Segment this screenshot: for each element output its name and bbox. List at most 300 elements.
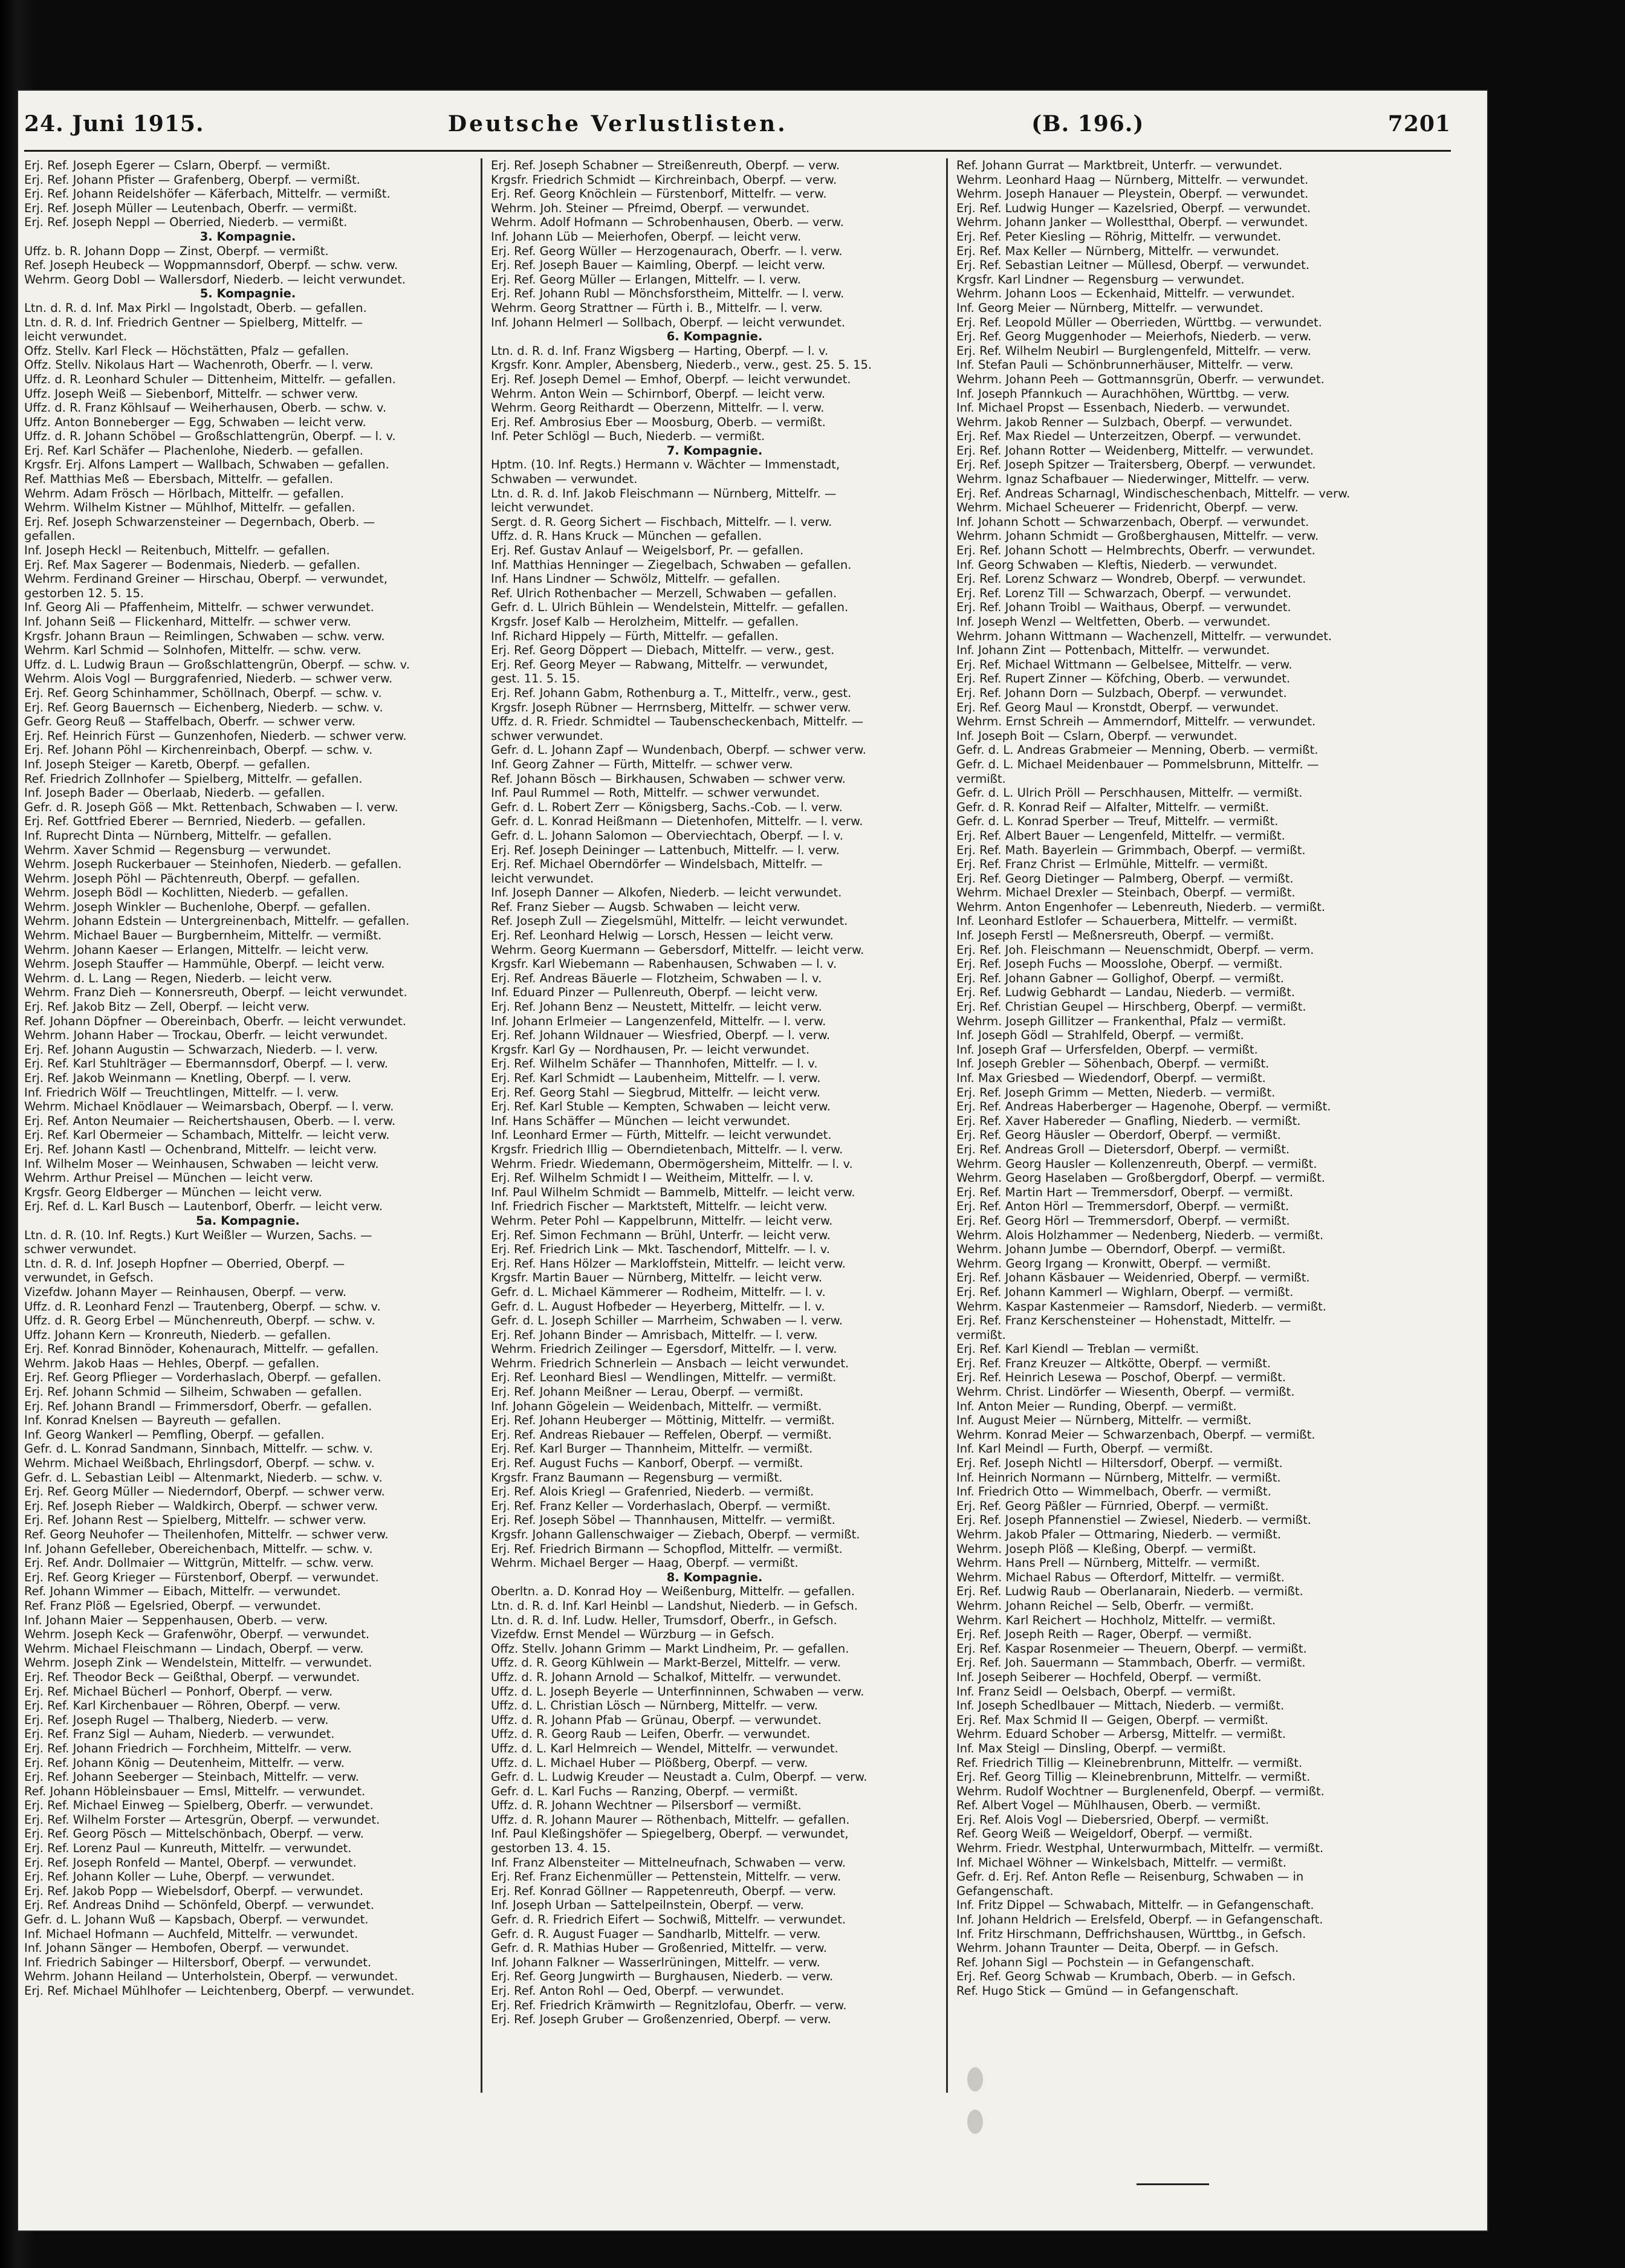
casualty-entry: Wehrm. Georg Strattner — Fürth i. B., Mittelfr. — l. verw. bbox=[491, 300, 823, 315]
casualty-entry: Inf. Joseph Heckl — Reitenbuch, Mittelfr. — gefallen. bbox=[24, 543, 330, 558]
casualty-entry: Krgsfr. Joseph Rübner — Herrnsberg, Mittelfr. — schwer verw. bbox=[491, 700, 851, 714]
casualty-entry: Uffz. Johann Kern — Kronreuth, Niederb. — gefallen. bbox=[24, 1327, 331, 1342]
casualty-entry: Erj. Ref. Karl Schäfer — Plachenlohe, Niederb. — gefallen. bbox=[24, 443, 363, 458]
casualty-entry: Erj. Ref. Lorenz Till — Schwarzach, Oberpf. — verwundet. bbox=[956, 586, 1292, 600]
casualty-entry: Erj. Ref. Joseph Söbel — Thannhausen, Mittelfr. — vermißt. bbox=[491, 1513, 835, 1528]
casualty-entry: Wehrm. Friedr. Wiedemann, Obermögersheim, Mittelfr. — l. v. bbox=[491, 1156, 853, 1171]
casualty-entry: Erj. Ref. Joseph Nichtl — Hiltersdorf, Oberpf. — vermißt. bbox=[956, 1456, 1283, 1471]
casualty-entry: Erj. Ref. Alois Vogl — Diebersried, Oberpf. — vermißt. bbox=[956, 1812, 1270, 1827]
casualty-entry: Erj. Ref. Anton Hörl — Tremmersdorf, Oberpf. — vermißt. bbox=[956, 1199, 1289, 1214]
casualty-entry: Uffz. d. R. Johann Maurer — Röthenbach, Mittelfr. — gefallen. bbox=[491, 1812, 850, 1827]
casualty-entry: Erj. Ref. Heinrich Lesewa — Poschof, Oberpf. — vermißt. bbox=[956, 1370, 1286, 1385]
casualty-entry: Inf. Max Griesbed — Wiedendorf, Oberpf. — vermißt. bbox=[956, 1071, 1266, 1085]
casualty-entry: gestorben 13. 4. 15. bbox=[491, 1841, 611, 1856]
casualty-entry: Ref. Ulrich Rothenbacher — Merzell, Schwaben — gefallen. bbox=[491, 586, 837, 600]
casualty-entry: Wehrm. Franz Dieh — Konnersreuth, Oberpf. — leicht verwundet. bbox=[24, 985, 407, 1000]
casualty-entry: Erj. Ref. Johann Koller — Luhe, Oberpf. — verwundet. bbox=[24, 1870, 335, 1884]
casualty-entry: Wehrm. Friedrich Zeilinger — Egersdorf, Mittelfr. — l. verw. bbox=[491, 1342, 837, 1356]
casualty-entry: Erj. Ref. Joseph Neppl — Oberried, Niederb. — vermißt. bbox=[24, 215, 348, 230]
casualty-entry: Inf. Johann Maier — Seppenhausen, Oberb. — verw. bbox=[24, 1613, 328, 1627]
casualty-entry: Erj. Ref. Hans Hölzer — Markloffstein, Mittelfr. — leicht verw. bbox=[491, 1256, 846, 1271]
casualty-entry: Vizefdw. Ernst Mendel — Würzburg — in Gefsch. bbox=[491, 1627, 774, 1642]
casualty-entry: Inf. Joseph Steiger — Karetb, Oberpf. — gefallen. bbox=[24, 757, 311, 771]
casualty-entry: Erj. Ref. Ludwig Raub — Oberlanarain, Niederb. — vermißt. bbox=[956, 1584, 1303, 1599]
casualty-entry: Inf. Peter Schlögl — Buch, Niederb. — vermißt. bbox=[491, 429, 765, 444]
casualty-entry: Krgsfr. Johann Braun — Reimlingen, Schwaben — schw. verw. bbox=[24, 629, 385, 643]
casualty-entry: Erj. Ref. Math. Bayerlein — Grimmbach, Oberpf. — vermißt. bbox=[956, 843, 1306, 857]
casualty-entry: Inf. Georg Ali — Pfaffenheim, Mittelfr. — schwer verwundet. bbox=[24, 600, 374, 615]
casualty-entry: Erj. Ref. Jakob Weinmann — Knetling, Oberpf. — l. verw. bbox=[24, 1071, 352, 1085]
casualty-entry: Wehrm. Friedrich Schnerlein — Ansbach — leicht verwundet. bbox=[491, 1356, 849, 1370]
casualty-entry: Erj. Ref. Albert Bauer — Lengenfeld, Mittelfr. — vermißt. bbox=[956, 828, 1285, 843]
casualty-entry: Inf. Hans Schäffer — München — leicht verwundet. bbox=[491, 1113, 791, 1128]
casualty-entry: Inf. Joseph Boit — Cslarn, Oberpf. — verwundet. bbox=[956, 728, 1237, 743]
casualty-entry: Wehrm. Johann Edstein — Untergreinenbach, Mittelfr. — gefallen. bbox=[24, 914, 410, 928]
casualty-entry: leicht verwundet. bbox=[491, 871, 594, 886]
casualty-entry: Erj. Ref. Joseph Schwarzensteiner — Degernbach, Oberb. — bbox=[24, 514, 375, 529]
casualty-entry: Erj. Ref. Georg Knöchlein — Fürstenborf, Mittelfr. — verw. bbox=[491, 187, 827, 201]
casualty-entry: schwer verwundet. bbox=[24, 1242, 137, 1257]
casualty-entry: Erj. Ref. Max Sagerer — Bodenmais, Niederb. — gefallen. bbox=[24, 557, 360, 572]
casualty-entry: Erj. Ref. Jakob Bitz — Zell, Oberpf. — leicht verw. bbox=[24, 1000, 310, 1014]
casualty-entry: Krgsfr. Josef Kalb — Herolzheim, Mittelfr. — gefallen. bbox=[491, 615, 799, 629]
casualty-entry: Erj. Ref. Johann Pöhl — Kirchenreinbach, Oberpf. — schw. v. bbox=[24, 743, 373, 757]
casualty-entry: Gefr. d. L. Johann Salomon — Oberviechtach, Oberpf. — l. v. bbox=[491, 828, 843, 843]
casualty-entry: Wehrm. Christ. Lindörfer — Wiesenth, Oberpf. — vermißt. bbox=[956, 1385, 1295, 1399]
casualty-entry: Erj. Ref. Gottfried Eberer — Bernried, Niederb. — gefallen. bbox=[24, 814, 366, 829]
casualty-entry: Gefr. d. L. Ulrich Pröll — Perschhausen, Mittelfr. — vermißt. bbox=[956, 786, 1303, 800]
casualty-entry: Erj. Ref. Johann Schott — Helmbrechts, Oberfr. — verwundet. bbox=[956, 543, 1315, 558]
casualty-entry: Erj. Ref. Johann Gabm, Rothenburg a. T., Mittelfr., verw., gest. bbox=[491, 685, 852, 700]
casualty-entry: Inf. Wilhelm Moser — Weinhausen, Schwaben — leicht verw. bbox=[24, 1156, 379, 1171]
casualty-entry: Inf. Max Steigl — Dinsling, Oberpf. — vermißt. bbox=[956, 1741, 1226, 1755]
casualty-entry: Uffz. d. R. Hans Kruck — München — gefallen. bbox=[491, 529, 762, 543]
casualty-entry: Erj. Ref. Anton Neumaier — Reichertshausen, Oberb. — l. verw. bbox=[24, 1113, 396, 1128]
casualty-entry: Ltn. d. R. (10. Inf. Regts.) Kurt Weißler — Wurzen, Sachs. — bbox=[24, 1228, 372, 1242]
casualty-entry: Wehrm. Michael Scheuerer — Fridenricht, Oberpf. — verw. bbox=[956, 501, 1299, 515]
casualty-entry: Gefr. d. L. Konrad Heißmann — Dietenhofen, Mittelfr. — l. verw. bbox=[491, 814, 863, 829]
casualty-entry: Inf. Johann Zint — Pottenbach, Mittelfr. — verwundet. bbox=[956, 643, 1270, 658]
casualty-entry: Erj. Ref. Georg Pösch — Mittelschönbach, Oberpf. — verw. bbox=[24, 1827, 364, 1841]
casualty-entry: Gefr. d. L. Joseph Schiller — Marrheim, Schwaben — l. verw. bbox=[491, 1314, 843, 1328]
casualty-entry: Inf. Stefan Pauli — Schönbrunnerhäuser, Mittelfr. — verw. bbox=[956, 358, 1294, 372]
casualty-entry: Erj. Ref. Joseph Rieber — Waldkirch, Oberpf. — schwer verw. bbox=[24, 1498, 378, 1513]
casualty-entry: Inf. Joseph Seiberer — Hochfeld, Oberpf. — vermißt. bbox=[956, 1670, 1262, 1684]
column-divider bbox=[946, 158, 948, 2093]
casualty-entry: Ref. Georg Weiß — Weigeldorf, Oberpf. — vermißt. bbox=[956, 1827, 1253, 1841]
casualty-entry: Erj. Ref. Simon Fechmann — Brühl, Unterfr. — leicht verw. bbox=[491, 1228, 831, 1242]
casualty-entry: Ref. Friedrich Zollnhofer — Spielberg, Mittelfr. — gefallen. bbox=[24, 771, 363, 786]
casualty-entry: Gefr. d. L. Michael Meidenbauer — Pommelsbrunn, Mittelfr. — bbox=[956, 757, 1319, 771]
casualty-entry: Wehrm. Konrad Meier — Schwarzenbach, Oberpf. — vermißt. bbox=[956, 1427, 1315, 1442]
casualty-entry: Erj. Ref. d. L. Karl Busch — Lautenborf, Oberfr. — leicht verw. bbox=[24, 1199, 383, 1214]
casualty-entry: Krgsfr. Johann Gallenschwaiger — Ziebach, Oberpf. — vermißt. bbox=[491, 1528, 860, 1541]
casualty-entry: Wehrm. Georg Irgang — Kronwitt, Oberpf. — vermißt. bbox=[956, 1256, 1271, 1271]
casualty-entry: Erj. Ref. Joh. Sauermann — Stammbach, Oberfr. — vermißt. bbox=[956, 1656, 1306, 1670]
casualty-entry: Wehrm. Ferdinand Greiner — Hirschau, Oberpf. — verwundet, bbox=[24, 572, 388, 586]
casualty-entry: Erj. Ref. Wilhelm Neubirl — Burglengenfeld, Mittelfr. — verw. bbox=[956, 343, 1311, 358]
casualty-entry: Erj. Ref. Georg Schwab — Krumbach, Oberb. — in Gefsch. bbox=[956, 1969, 1296, 1984]
casualty-entry: Wehrm. Karl Reichert — Hochholz, Mittelfr. — vermißt. bbox=[956, 1613, 1276, 1627]
casualty-entry: Wehrm. Georg Dobl — Wallersdorf, Niederb. — leicht verwundet. bbox=[24, 272, 406, 287]
casualty-entry: Wehrm. Georg Hausler — Kollenzenreuth, Oberpf. — vermißt. bbox=[956, 1156, 1317, 1171]
casualty-entry: Erj. Ref. Franz Keller — Vorderhaslach, Oberpf. — vermißt. bbox=[491, 1498, 831, 1513]
casualty-entry: Wehrm. Johann Loos — Eckenhaid, Mittelfr. — verwundet. bbox=[956, 287, 1295, 301]
casualty-entry: Erj. Ref. Franz Eichenmüller — Pettenstein, Mittelfr. — verw. bbox=[491, 1870, 842, 1884]
casualty-entry: Gefr. d. R. Konrad Reif — Alfalter, Mittelfr. — vermißt. bbox=[956, 800, 1270, 814]
casualty-entry: Ref. Johann Wimmer — Eibach, Mittelfr. — verwundet. bbox=[24, 1584, 341, 1599]
casualty-entry: Inf. Paul Wilhelm Schmidt — Bammelb, Mittelfr. — leicht verw. bbox=[491, 1185, 855, 1199]
casualty-entry: Gefangenschaft. bbox=[956, 1884, 1054, 1898]
casualty-entry: Erj. Ref. Georg Häusler — Oberdorf, Oberpf. — vermißt. bbox=[956, 1128, 1281, 1142]
casualty-entry: Erj. Ref. Karl Schmidt — Laubenheim, Mittelfr. — l. verw. bbox=[491, 1071, 821, 1085]
casualty-entry: Erj. Ref. Michael Wittmann — Gelbelsee, Mittelfr. — verw. bbox=[956, 657, 1293, 672]
casualty-entry: gest. 11. 5. 15. bbox=[491, 672, 580, 686]
casualty-entry: Ref. Joseph Zull — Ziegelsmühl, Mittelfr. — leicht verwundet. bbox=[491, 914, 848, 928]
casualty-entry: Inf. Friedrich Fischer — Marktsteft, Mittelfr. — leicht verw. bbox=[491, 1199, 828, 1214]
casualty-entry: Inf. Johann Seiß — Flickenhard, Mittelfr. — schwer verw. bbox=[24, 615, 351, 629]
casualty-entry: Wehrm. Anton Engenhofer — Lebenreuth, Niederb. — vermißt. bbox=[956, 899, 1326, 914]
casualty-entry: Wehrm. Jakob Renner — Sulzbach, Oberpf. — verwundet. bbox=[956, 415, 1293, 429]
casualty-entry: Ref. Matthias Meß — Ebersbach, Mittelfr. — gefallen. bbox=[24, 472, 334, 487]
section-heading: 6. Kompagnie. bbox=[666, 329, 763, 344]
casualty-entry: Erj. Ref. Andreas Groll — Dietersdorf, Oberpf. — vermißt. bbox=[956, 1142, 1290, 1156]
casualty-entry: Wehrm. Joseph Keck — Grafenwöhr, Oberpf. — verwundet. bbox=[24, 1627, 370, 1642]
casualty-entry: Gefr. d. L. Michael Kämmerer — Rodheim, Mittelfr. — l. v. bbox=[491, 1285, 826, 1299]
casualty-entry: Inf. August Meier — Nürnberg, Mittelfr. — vermißt. bbox=[956, 1413, 1252, 1428]
casualty-entry: Krgsfr. Martin Bauer — Nürnberg, Mittelfr. — leicht verw. bbox=[491, 1271, 823, 1285]
casualty-entry: Wehrm. Karl Schmid — Solnhofen, Mittelfr. — schw. verw. bbox=[24, 643, 362, 658]
casualty-entry: Gefr. Georg Reuß — Staffelbach, Oberfr. — schwer verw. bbox=[24, 714, 355, 729]
casualty-entry: Erj. Ref. Joseph Rugel — Thalberg, Niederb. — verw. bbox=[24, 1712, 329, 1727]
casualty-entry: Krgsfr. Friedrich Illig — Oberndietenbach, Mittelfr. — l. verw. bbox=[491, 1142, 843, 1156]
casualty-entry: Erj. Ref. Georg Bauernsch — Eichenberg, Niederb. — schw. v. bbox=[24, 700, 383, 714]
casualty-entry: Wehrm. Joh. Steiner — Pfreimd, Oberpf. — verwundet. bbox=[491, 201, 810, 215]
casualty-entry: Inf. Johann Gögelein — Weidenbach, Mittelfr. — vermißt. bbox=[491, 1399, 822, 1413]
casualty-entry: Erj. Ref. Johann Pfister — Grafenberg, Oberpf. — vermißt. bbox=[24, 172, 360, 187]
casualty-entry: Ref. Hugo Stick — Gmünd — in Gefangenschaft. bbox=[956, 1984, 1239, 1998]
casualty-entry: Wehrm. Joseph Hanauer — Pleystein, Oberpf. — verwundet. bbox=[956, 187, 1309, 201]
punch-hole bbox=[967, 2110, 983, 2134]
casualty-entry: Wehrm. Johann Kaeser — Erlangen, Mittelfr. — leicht verw. bbox=[24, 942, 369, 957]
casualty-entry: Erj. Ref. Andreas Dnihd — Schönfeld, Oberpf. — verwundet. bbox=[24, 1898, 374, 1913]
casualty-entry: Erj. Ref. Johann Gabner — Gollighof, Oberpf. — vermißt. bbox=[956, 971, 1284, 985]
casualty-entry: Erj. Ref. Michael Oberndörfer — Windelsbach, Mittelfr. — bbox=[491, 857, 823, 872]
casualty-entry: Ltn. d. R. d. Inf. Max Pirkl — Ingolstadt, Oberb. — gefallen. bbox=[24, 300, 367, 315]
casualty-entry: Wehrm. Peter Pohl — Kappelbrunn, Mittelfr. — leicht verw. bbox=[491, 1213, 833, 1228]
casualty-entry: Wehrm. Joseph Winkler — Buchenlohe, Oberpf. — gefallen. bbox=[24, 899, 371, 914]
casualty-entry: Uffz. d. R. Georg Erbel — Münchenreuth, Oberpf. — schw. v. bbox=[24, 1314, 375, 1328]
section-heading: 8. Kompagnie. bbox=[666, 1570, 763, 1584]
casualty-entry: Wehrm. Georg Haselaben — Großbergdorf, Oberpf. — vermißt. bbox=[956, 1171, 1325, 1185]
casualty-entry: Wehrm. Adam Frösch — Hörlbach, Mittelfr. — gefallen. bbox=[24, 486, 345, 501]
casualty-entry: Erj. Ref. Sebastian Leitner — Müllesd, Oberpf. — verwundet. bbox=[956, 258, 1310, 273]
casualty-entry: Erj. Ref. Max Keller — Nürnberg, Mittelfr. — verwundet. bbox=[956, 244, 1280, 258]
casualty-entry: Uffz. d. R. Georg Raub — Leifen, Oberfr. — verwundet. bbox=[491, 1727, 811, 1742]
casualty-entry: Wehrm. d. L. Lang — Regen, Niederb. — leicht verw. bbox=[24, 971, 332, 985]
casualty-entry: Uffz. d. R. Leonhard Fenzl — Trautenberg, Oberpf. — schw. v. bbox=[24, 1299, 381, 1314]
casualty-entry: Wehrm. Joseph Zink — Wendelstein, Mittelfr. — verwundet. bbox=[24, 1656, 372, 1670]
casualty-entry: Erj. Ref. Michael Bücherl — Ponhorf, Oberpf. — verw. bbox=[24, 1684, 333, 1699]
casualty-entry: leicht verwundet. bbox=[491, 501, 594, 515]
casualty-entry: Erj. Ref. Johann Kammerl — Wighlarn, Oberpf. — vermißt. bbox=[956, 1285, 1294, 1299]
casualty-entry: Erj. Ref. Lorenz Paul — Kunreuth, Mittelfr. — verwundet. bbox=[24, 1841, 352, 1856]
casualty-entry: Wehrm. Xaver Schmid — Regensburg — verwundet. bbox=[24, 843, 331, 857]
casualty-entry: Erj. Ref. Kaspar Rosenmeier — Theuern, Oberpf. — vermißt. bbox=[956, 1641, 1307, 1656]
casualty-entry: Erj. Ref. Franz Kerschensteiner — Hohenstadt, Mittelfr. — bbox=[956, 1314, 1291, 1328]
casualty-entry: Erj. Ref. Johann Augustin — Schwarzach, Niederb. — l. verw. bbox=[24, 1042, 378, 1057]
casualty-entry: Erj. Ref. Johann Meißner — Lerau, Oberpf. — vermißt. bbox=[491, 1385, 804, 1399]
casualty-entry: Inf. Friedrich Sabinger — Hiltersborf, Oberpf. — verwundet. bbox=[24, 1955, 372, 1969]
casualty-entry: Erj. Ref. Georg Pflieger — Vorderhaslach, Oberpf. — gefallen. bbox=[24, 1370, 381, 1385]
punch-hole bbox=[967, 2067, 983, 2091]
casualty-entry: Gefr. d. L. Andreas Grabmeier — Menning, Oberb. — vermißt. bbox=[956, 743, 1318, 757]
casualty-entry: Erj. Ref. Joseph Fuchs — Moosslohe, Oberpf. — vermißt. bbox=[956, 957, 1283, 971]
casualty-entry: Sergt. d. R. Georg Sichert — Fischbach, Mittelfr. — l. verw. bbox=[491, 514, 832, 529]
casualty-entry: gefallen. bbox=[24, 529, 76, 543]
casualty-entry: Wehrm. Michael Rabus — Ofterdorf, Mittelfr. — vermißt. bbox=[956, 1570, 1285, 1584]
casualty-entry: Uffz. d. R. Georg Kühlwein — Markt-Berzel, Mittelfr. — verw. bbox=[491, 1656, 841, 1670]
casualty-entry: Inf. Johann Schott — Schwarzenbach, Oberpf. — verwundet. bbox=[956, 514, 1309, 529]
casualty-entry: Erj. Ref. Anton Rohl — Oed, Oberpf. — verwundet. bbox=[491, 1984, 784, 1998]
casualty-entry: Erj. Ref. Georg Meyer — Rabwang, Mittelfr. — verwundet, bbox=[491, 657, 828, 672]
casualty-entry: Erj. Ref. Johann Rest — Spielberg, Mittelfr. — schwer verw. bbox=[24, 1513, 366, 1528]
casualty-entry: Erj. Ref. Martin Hart — Tremmersdorf, Oberpf. — vermißt. bbox=[956, 1185, 1294, 1199]
casualty-entry: Uffz. d. L. Michael Huber — Plößberg, Oberpf. — verw. bbox=[491, 1755, 808, 1770]
header-issue: (B. 196.) bbox=[1031, 111, 1144, 137]
casualty-entry: Offz. Stellv. Karl Fleck — Höchstätten, Pfalz — gefallen. bbox=[24, 343, 349, 358]
casualty-entry: Erj. Ref. Jakob Popp — Wiebelsdorf, Oberpf. — verwundet. bbox=[24, 1884, 364, 1898]
casualty-entry: Erj. Ref. Heinrich Fürst — Gunzenhofen, Niederb. — schwer verw. bbox=[24, 728, 407, 743]
casualty-entry: Krgsfr. Georg Eldberger — München — leicht verw. bbox=[24, 1185, 322, 1199]
casualty-entry: Wehrm. Johann Peeh — Gottmannsgrün, Oberfr. — verwundet. bbox=[956, 372, 1325, 386]
casualty-entry: vermißt. bbox=[956, 771, 1006, 786]
casualty-entry: Inf. Friedrich Otto — Wimmelbach, Oberfr. — vermißt. bbox=[956, 1485, 1271, 1499]
casualty-entry: Erj. Ref. Johann Reidelshöfer — Käferbach, Mittelfr. — vermißt. bbox=[24, 187, 391, 201]
casualty-entry: Wehrm. Alois Vogl — Burggrafenried, Niederb. — schwer verw. bbox=[24, 672, 393, 686]
casualty-entry: Inf. Joseph Bader — Oberlaab, Niederb. — gefallen. bbox=[24, 786, 325, 800]
casualty-entry: Wehrm. Arthur Preisel — München — leicht verw. bbox=[24, 1171, 313, 1185]
casualty-entry: Erj. Ref. Karl Kirchenbauer — Röhren, Oberpf. — verw. bbox=[24, 1699, 341, 1713]
section-heading: 5. Kompagnie. bbox=[199, 287, 296, 301]
casualty-entry: Ref. Georg Neuhofer — Theilenhofen, Mittelfr. — schwer verw. bbox=[24, 1528, 389, 1541]
casualty-entry: Erj. Ref. Johann Dorn — Sulzbach, Oberpf. — verwundet. bbox=[956, 685, 1287, 700]
casualty-entry: Inf. Leonhard Ermer — Fürth, Mittelfr. — leicht verwundet. bbox=[491, 1128, 832, 1142]
casualty-entry: Ref. Johann Sigl — Pochstein — in Gefangenschaft. bbox=[956, 1955, 1255, 1969]
casualty-entry: Inf. Georg Schwaben — Kleftis, Niederb. — verwundet. bbox=[956, 557, 1277, 572]
casualty-entry: Erj. Ref. Joseph Reith — Rager, Oberpf. — vermißt. bbox=[956, 1627, 1252, 1642]
casualty-entry: Krgsfr. Karl Gy — Nordhausen, Pr. — leicht verwundet. bbox=[491, 1042, 810, 1057]
end-rule bbox=[1137, 2183, 1209, 2185]
casualty-entry: Gefr. d. L. Karl Fuchs — Ranzing, Oberpf. — vermißt. bbox=[491, 1784, 798, 1798]
casualty-entry: Erj. Ref. Joseph Demel — Emhof, Oberpf. — leicht verwundet. bbox=[491, 372, 851, 386]
casualty-entry: Erj. Ref. Joseph Schabner — Streißenreuth, Oberpf. — verw. bbox=[491, 158, 840, 172]
casualty-entry: Wehrm. Eduard Schober — Arbersg, Mittelfr. — vermißt. bbox=[956, 1727, 1286, 1742]
casualty-entry: Erj. Ref. Johann Troibl — Waithaus, Oberpf. — verwundet. bbox=[956, 600, 1291, 615]
casualty-entry: Erj. Ref. Max Schmid II — Geigen, Oberpf. — vermißt. bbox=[956, 1712, 1269, 1727]
casualty-entry: leicht verwundet. bbox=[24, 329, 128, 344]
casualty-entry: Erj. Ref. Johann Rotter — Weidenberg, Mittelfr. — verwundet. bbox=[956, 443, 1314, 458]
casualty-entry: Inf. Michael Wöhner — Winkelsbach, Mittelfr. — vermißt. bbox=[956, 1855, 1287, 1870]
casualty-entry: Erj. Ref. Leopold Müller — Oberrieden, Württbg. — verwundet. bbox=[956, 315, 1322, 329]
casualty-entry: Inf. Richard Hippely — Fürth, Mittelfr. — gefallen. bbox=[491, 629, 779, 643]
casualty-entry: Erj. Ref. Georg Müller — Niederndorf, Oberpf. — schwer verw. bbox=[24, 1485, 385, 1499]
casualty-entry: Uffz. b. R. Johann Dopp — Zinst, Oberpf. — vermißt. bbox=[24, 244, 329, 258]
casualty-entry: Erj. Ref. Joseph Gruber — Großenzenried, Oberpf. — verw. bbox=[491, 2012, 831, 2027]
casualty-entry: Erj. Ref. Gustav Anlauf — Weigelsborf, Pr. — gefallen. bbox=[491, 543, 804, 558]
casualty-entry: Erj. Ref. Joseph Bauer — Kaimling, Oberpf. — leicht verw. bbox=[491, 258, 826, 273]
casualty-entry: Erj. Ref. Wilhelm Schäfer — Thannhofen, Mittelfr. — l. v. bbox=[491, 1057, 818, 1071]
casualty-entry: Offz. Stellv. Nikolaus Hart — Wachenroth, Oberfr. — l. verw. bbox=[24, 358, 374, 372]
casualty-entry: Erj. Ref. Christian Geupel — Hirschberg, Oberpf. — vermißt. bbox=[956, 1000, 1306, 1014]
casualty-entry: Erj. Ref. Wilhelm Schmidt I — Weitheim, Mittelfr. — l. v. bbox=[491, 1171, 814, 1185]
casualty-entry: Erj. Ref. Joh. Fleischmann — Neuenschmidt, Oberpf. — verm. bbox=[956, 942, 1314, 957]
casualty-entry: Wehrm. Rudolf Wochtner — Burglenenfeld, Oberpf. — vermißt. bbox=[956, 1784, 1325, 1798]
casualty-entry: Erj. Ref. Karl Obermeier — Schambach, Mittelfr. — leicht verw. bbox=[24, 1128, 390, 1142]
casualty-entry: Wehrm. Friedr. Westphal, Unterwurmbach, Mittelfr. — vermißt. bbox=[956, 1841, 1324, 1856]
casualty-entry: Inf. Friedrich Wölf — Treuchtlingen, Mittelfr. — l. verw. bbox=[24, 1085, 339, 1100]
header-title: Deutsche Verlustlisten. bbox=[447, 111, 788, 137]
casualty-entry: Inf. Michael Hofmann — Auchfeld, Mittelfr. — verwundet. bbox=[24, 1926, 358, 1941]
casualty-entry: Uffz. d. R. Johann Arnold — Schalkof, Mittelfr. — verwundet. bbox=[491, 1670, 842, 1684]
casualty-entry: Inf. Georg Wankerl — Pemfling, Oberpf. — gefallen. bbox=[24, 1427, 325, 1442]
casualty-entry: Uffz. d. L. Christian Lösch — Nürnberg, Mittelfr. — verw. bbox=[491, 1699, 818, 1713]
casualty-entry: Erj. Ref. Georg Müller — Erlangen, Mittelfr. — l. verw. bbox=[491, 272, 801, 287]
casualty-entry: Ref. Albert Vogel — Mühlhausen, Oberb. — vermißt. bbox=[956, 1798, 1261, 1813]
casualty-entry: Wehrm. Ernst Schreih — Ammerndorf, Mittelfr. — verwundet. bbox=[956, 714, 1316, 729]
casualty-entry: Uffz. d. R. Leonhard Schuler — Dittenheim, Mittelfr. — gefallen. bbox=[24, 372, 396, 386]
casualty-entry: Wehrm. Johann Janker — Wollestthal, Oberpf. — verwundet. bbox=[956, 215, 1308, 230]
casualty-entry: Wehrm. Kaspar Kastenmeier — Ramsdorf, Niederb. — vermißt. bbox=[956, 1299, 1326, 1314]
casualty-entry: Erj. Ref. Johann Rubl — Mönchsforstheim, Mittelfr. — l. verw. bbox=[491, 287, 845, 301]
casualty-entry: Wehrm. Johann Schmidt — Großberghausen, Mittelfr. — verw. bbox=[956, 529, 1319, 543]
casualty-entry: Wehrm. Anton Wein — Schirnborf, Oberpf. — leicht verw. bbox=[491, 386, 826, 401]
casualty-entry: Ltn. d. R. d. Inf. Ludw. Heller, Trumsdorf, Oberfr., in Gefsch. bbox=[491, 1613, 837, 1627]
casualty-entry: Wehrm. Johann Jumbe — Oberndorf, Oberpf. — vermißt. bbox=[956, 1242, 1286, 1257]
header-page-number: 7201 bbox=[1387, 111, 1451, 137]
casualty-entry: Erj. Ref. Konrad Göllner — Rappetenreuth, Oberpf. — verw. bbox=[491, 1884, 837, 1898]
casualty-entry: Erj. Ref. Joseph Müller — Leutenbach, Oberfr. — vermißt. bbox=[24, 201, 357, 215]
casualty-entry: Erj. Ref. Wilhelm Forster — Artesgrün, Oberpf. — verwundet. bbox=[24, 1812, 380, 1827]
casualty-entry: Erj. Ref. Johann Benz — Neustett, Mittelfr. — leicht verw. bbox=[491, 1000, 822, 1014]
header-rule bbox=[24, 150, 1451, 152]
casualty-entry: Erj. Ref. Xaver Habereder — Gnafling, Niederb. — vermißt. bbox=[956, 1113, 1301, 1128]
header-date: 24. Juni 1915. bbox=[24, 111, 204, 137]
casualty-entry: Gefr. d. L. Robert Zerr — Königsberg, Sachs.-Cob. — l. verw. bbox=[491, 800, 843, 814]
casualty-entry: Erj. Ref. Georg Hörl — Tremmersdorf, Oberpf. — vermißt. bbox=[956, 1213, 1290, 1228]
column-1 bbox=[24, 158, 472, 2093]
casualty-entry: Erj. Ref. Lorenz Schwarz — Wondreb, Oberpf. — verwundet. bbox=[956, 572, 1306, 586]
casualty-entry: Inf. Georg Meier — Nürnberg, Mittelfr. — verwundet. bbox=[956, 300, 1263, 315]
casualty-entry: Erj. Ref. Friedrich Link — Mkt. Taschendorf, Mittelfr. — l. v. bbox=[491, 1242, 830, 1257]
casualty-entry: Erj. Ref. August Fuchs — Kanborf, Oberpf. — vermißt. bbox=[491, 1456, 803, 1471]
casualty-entry: Uffz. d. R. Friedr. Schmidtel — Taubenscheckenbach, Mittelfr. — bbox=[491, 714, 864, 729]
casualty-entry: Inf. Fritz Dippel — Schwabach, Mittelfr. — in Gefangenschaft. bbox=[956, 1898, 1314, 1913]
casualty-entry: Wehrm. Leonhard Haag — Nürnberg, Mittelfr. — verwundet. bbox=[956, 172, 1309, 187]
casualty-entry: Erj. Ref. Michael Mühlhofer — Leichtenberg, Oberpf. — verwundet. bbox=[24, 1984, 415, 1998]
casualty-entry: Wehrm. Michael Fleischmann — Lindach, Oberpf. — verw. bbox=[24, 1641, 364, 1656]
casualty-entry: Erj. Ref. Johann Binder — Amrisbach, Mittelfr. — l. verw. bbox=[491, 1327, 818, 1342]
casualty-entry: Wehrm. Johann Traunter — Deita, Oberpf. — in Gefsch. bbox=[956, 1941, 1279, 1955]
casualty-entry: Inf. Heinrich Normann — Nürnberg, Mittelfr. — vermißt. bbox=[956, 1470, 1281, 1485]
casualty-entry: Erj. Ref. Andr. Dollmaier — Wittgrün, Mittelfr. — schw. verw. bbox=[24, 1556, 374, 1570]
casualty-entry: Erj. Ref. Konrad Binnöder, Kohenaurach, Mittelfr. — gefallen. bbox=[24, 1342, 379, 1356]
casualty-entry: Krgsfr. Friedrich Schmidt — Kirchreinbach, Oberpf. — verw. bbox=[491, 172, 837, 187]
casualty-entry: Inf. Joseph Pfannkuch — Aurachhöhen, Württbg. — verw. bbox=[956, 386, 1290, 401]
casualty-entry: Ltn. d. R. d. Inf. Joseph Hopfner — Oberried, Oberpf. — bbox=[24, 1256, 345, 1271]
casualty-entry: Erj. Ref. Alois Kriegl — Grafenried, Niederb. — vermißt. bbox=[491, 1485, 814, 1499]
casualty-entry: Erj. Ref. Johann Kastl — Ochenbrand, Mittelfr. — leicht verw. bbox=[24, 1142, 377, 1156]
casualty-entry: Inf. Ruprecht Dinta — Nürnberg, Mittelfr. — gefallen. bbox=[24, 828, 332, 843]
casualty-entry: Oberltn. a. D. Konrad Hoy — Weißenburg, Mittelfr. — gefallen. bbox=[491, 1584, 855, 1599]
casualty-entry: Wehrm. Joseph Bödl — Kochlitten, Niederb. — gefallen. bbox=[24, 886, 349, 900]
casualty-entry: verwundet, in Gefsch. bbox=[24, 1271, 154, 1285]
casualty-entry: Erj. Ref. Karl Stuhlträger — Ebermannsdorf, Oberpf. — l. verw. bbox=[24, 1057, 388, 1071]
casualty-entry: Erj. Ref. Andreas Scharnagl, Windischeschenbach, Mittelfr. — verw. bbox=[956, 486, 1351, 501]
casualty-entry: Wehrm. Wilhelm Kistner — Mühlhof, Mittelfr. — gefallen. bbox=[24, 501, 355, 515]
casualty-entry: Inf. Joseph Grebler — Söhenbach, Oberpf. — vermißt. bbox=[956, 1057, 1270, 1071]
casualty-entry: Gefr. d. L. Ludwig Kreuder — Neustadt a. Culm, Oberpf. — verw. bbox=[491, 1770, 868, 1784]
casualty-entry: Erj. Ref. Georg Wüller — Herzogenaurach, Oberfr. — l. verw. bbox=[491, 244, 843, 258]
casualty-entry: Inf. Johann Helmerl — Sollbach, Oberpf. — leicht verwundet. bbox=[491, 315, 846, 329]
casualty-entry: Inf. Georg Zahner — Fürth, Mittelfr. — schwer verw. bbox=[491, 757, 793, 771]
casualty-entry: Gefr. d. R. Friedrich Eifert — Sochwiß, Mittelfr. — verwundet. bbox=[491, 1913, 846, 1927]
casualty-entry: Wehrm. Johann Heiland — Unterholstein, Oberpf. — verwundet. bbox=[24, 1969, 398, 1984]
casualty-entry: Inf. Joseph Danner — Alkofen, Niederb. — leicht verwundet. bbox=[491, 886, 842, 900]
casualty-entry: Erj. Ref. Johann Käsbauer — Weidenried, Oberpf. — vermißt. bbox=[956, 1271, 1310, 1285]
casualty-entry: Wehrm. Adolf Hofmann — Schrobenhausen, Oberb. — verw. bbox=[491, 215, 844, 230]
casualty-entry: Inf. Franz Seidl — Oelsbach, Oberpf. — vermißt. bbox=[956, 1684, 1236, 1699]
casualty-entry: Ref. Johann Bösch — Birkhausen, Schwaben — schwer verw. bbox=[491, 771, 846, 786]
casualty-entry: Gefr. d. L. Sebastian Leibl — Altenmarkt, Niederb. — schw. v. bbox=[24, 1470, 383, 1485]
casualty-entry: Inf. Johann Gefelleber, Obereichenbach, Mittelfr. — schw. v. bbox=[24, 1541, 373, 1556]
casualty-entry: Wehrm. Joseph Plöß — Kleßing, Oberpf. — vermißt. bbox=[956, 1541, 1257, 1556]
casualty-entry: Krgsfr. Erj. Alfons Lampert — Wallbach, Schwaben — gefallen. bbox=[24, 458, 389, 472]
casualty-entry: Erj. Ref. Karl Kiendl — Treblan — vermißt. bbox=[956, 1342, 1199, 1356]
casualty-entry: Ref. Johann Döpfner — Obereinbach, Oberfr. — leicht verwundet. bbox=[24, 1014, 406, 1028]
casualty-entry: Erj. Ref. Johann Schmid — Silheim, Schwaben — gefallen. bbox=[24, 1385, 362, 1399]
casualty-entry: Erj. Ref. Ludwig Gebhardt — Landau, Niederb. — vermißt. bbox=[956, 985, 1296, 1000]
casualty-entry: Erj. Ref. Georg Stahl — Siegbrud, Mittelfr. — leicht verw. bbox=[491, 1085, 821, 1100]
casualty-entry: Hptm. (10. Inf. Regts.) Hermann v. Wächter — Immenstadt, bbox=[491, 458, 840, 472]
casualty-entry: Erj. Ref. Peter Kiesling — Röhrig, Mittelfr. — verwundet. bbox=[956, 229, 1282, 244]
casualty-entry: Inf. Leonhard Estlofer — Schauerbera, Mittelfr. — vermißt. bbox=[956, 914, 1297, 928]
casualty-entry: Uffz. d. L. Ludwig Braun — Großschlattengrün, Oberpf. — schw. v. bbox=[24, 657, 410, 672]
casualty-entry: Wehrm. Georg Reithardt — Oberzenn, Mittelfr. — l. verw. bbox=[491, 401, 825, 415]
casualty-entry: Erj. Ref. Johann König — Deutenheim, Mittelfr. — verw. bbox=[24, 1755, 345, 1770]
casualty-entry: Wehrm. Alois Holzhammer — Nedenberg, Niederb. — vermißt. bbox=[956, 1228, 1324, 1242]
casualty-entry: Erj. Ref. Georg Muggenhoder — Meierhofs, Niederb. — verw. bbox=[956, 329, 1312, 344]
casualty-entry: Erj. Ref. Friedrich Krämwirth — Regnitzlofau, Oberfr. — verw. bbox=[491, 1998, 847, 2012]
casualty-entry: Erj. Ref. Georg Krieger — Fürstenborf, Oberpf. — verwundet. bbox=[24, 1570, 379, 1584]
casualty-entry: Erj. Ref. Franz Christ — Erlmühle, Mittelfr. — vermißt. bbox=[956, 857, 1268, 872]
casualty-entry: Erj. Ref. Joseph Egerer — Cslarn, Oberpf. — vermißt. bbox=[24, 158, 331, 172]
casualty-entry: Erj. Ref. Leonhard Biesl — Wendlingen, Mittelfr. — vermißt. bbox=[491, 1370, 837, 1385]
casualty-entry: Krgsfr. Karl Wiebemann — Rabenhausen, Schwaben — l. v. bbox=[491, 957, 837, 971]
casualty-entry: Wehrm. Michael Weißbach, Ehrlingsdorf, Oberpf. — schw. v. bbox=[24, 1456, 375, 1471]
casualty-entry: Erj. Ref. Max Riedel — Unterzeitzen, Oberpf. — verwundet. bbox=[956, 429, 1302, 444]
casualty-entry: Erj. Ref. Andreas Bäuerle — Flotzheim, Schwaben — l. v. bbox=[491, 971, 822, 985]
casualty-entry: Erj. Ref. Theodor Beck — Geißthal, Oberpf. — verwundet. bbox=[24, 1670, 360, 1684]
casualty-entry: Erj. Ref. Johann Seeberger — Steinbach, Mittelfr. — verw. bbox=[24, 1770, 359, 1784]
casualty-entry: Inf. Joseph Graf — Urfersfelden, Oberpf. — vermißt. bbox=[956, 1042, 1258, 1057]
casualty-entry: Inf. Konrad Knelsen — Bayreuth — gefallen. bbox=[24, 1413, 281, 1428]
casualty-entry: Wehrm. Joseph Stauffer — Hammühle, Oberpf. — leicht verw. bbox=[24, 957, 385, 971]
casualty-entry: Erj. Ref. Karl Burger — Thannheim, Mittelfr. — vermißt. bbox=[491, 1442, 813, 1456]
casualty-entry: Gefr. d. R. August Fuager — Sandharlb, Mittelfr. — verw. bbox=[491, 1926, 821, 1941]
casualty-entry: Erj. Ref. Joseph Pfannenstiel — Zwiesel, Niederb. — vermißt. bbox=[956, 1513, 1311, 1528]
casualty-entry: Krgsfr. Franz Baumann — Regensburg — vermißt. bbox=[491, 1470, 783, 1485]
